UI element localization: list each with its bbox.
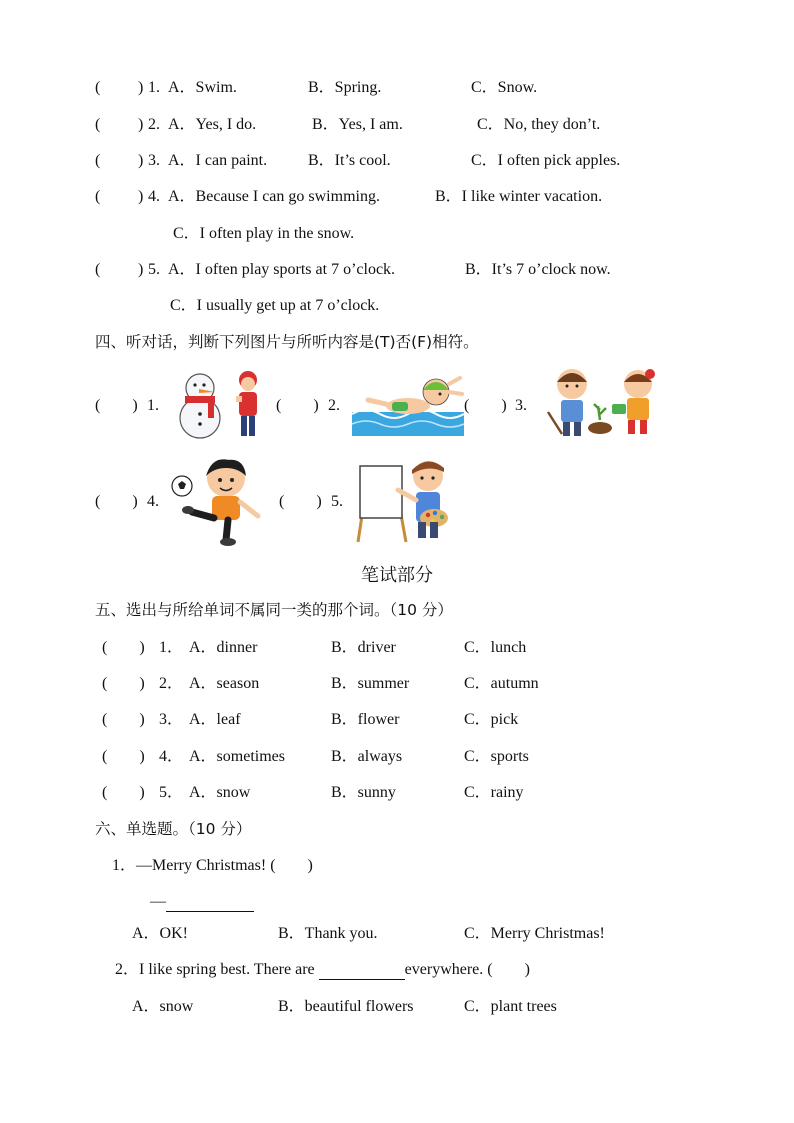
- option-c[interactable]: C．Snow.: [471, 79, 538, 96]
- option-b[interactable]: B．I like winter vacation.: [435, 188, 603, 205]
- option-a[interactable]: A．I can paint.: [168, 152, 268, 169]
- answer-paren-open[interactable]: (: [95, 261, 101, 278]
- answer-line[interactable]: [150, 892, 254, 912]
- option-a[interactable]: A．Swim.: [168, 79, 237, 96]
- painter-icon: [354, 456, 450, 544]
- planting-trees-icon: [540, 364, 660, 442]
- question-number: 3.: [148, 152, 160, 169]
- option-b[interactable]: B．It’s cool.: [308, 152, 391, 169]
- option-a[interactable]: A．I often play sports at 7 o’clock.: [168, 261, 396, 278]
- option-b[interactable]: B．flower: [331, 711, 400, 728]
- option-a[interactable]: A．snow: [132, 998, 194, 1015]
- option-c[interactable]: C．autumn: [464, 675, 539, 692]
- answer-paren[interactable]: ( ): [95, 493, 138, 510]
- answer-paren[interactable]: ( ): [102, 748, 145, 765]
- answer-paren[interactable]: ( ): [464, 397, 507, 414]
- question-number: 4.: [148, 188, 160, 205]
- answer-dash: —: [150, 893, 166, 910]
- answer-paren[interactable]: ( ): [102, 784, 145, 801]
- answer-paren-close: ): [138, 152, 144, 169]
- item-number: 4.: [147, 493, 159, 510]
- answer-paren[interactable]: ( ): [279, 493, 322, 510]
- option-b[interactable]: B．Yes, I am.: [312, 116, 403, 133]
- snowman-icon: [170, 366, 266, 440]
- option-a[interactable]: A．sometimes: [189, 748, 285, 765]
- option-a[interactable]: A．OK!: [132, 925, 188, 942]
- stem-after: everywhere. ( ): [404, 961, 530, 978]
- answer-paren[interactable]: ( ): [95, 397, 138, 414]
- answer-paren[interactable]: ( ): [102, 675, 145, 692]
- answer-paren-open[interactable]: (: [95, 79, 101, 96]
- question-number: 1.: [148, 79, 160, 96]
- answer-paren-close: ): [138, 261, 144, 278]
- section6-title: 六、单选题。（10 分）: [95, 820, 252, 838]
- option-a[interactable]: A．season: [189, 675, 260, 692]
- option-b[interactable]: B．beautiful flowers: [278, 998, 414, 1015]
- option-a[interactable]: A．Yes, I do.: [168, 116, 257, 133]
- answer-paren-close: ): [138, 188, 144, 205]
- answer-paren-open[interactable]: (: [95, 152, 101, 169]
- question-number: 5.: [148, 261, 160, 278]
- question-number: 4．: [159, 748, 184, 765]
- option-c[interactable]: C．pick: [464, 711, 519, 728]
- item-number: 3.: [515, 397, 527, 414]
- option-b[interactable]: B．It’s 7 o’clock now.: [465, 261, 611, 278]
- question-stem: 1．—Merry Christmas! ( ): [112, 857, 313, 874]
- option-c[interactable]: C．No, they don’t.: [477, 116, 601, 133]
- question-number: 1．: [159, 639, 184, 656]
- question-number: 2．: [159, 675, 184, 692]
- answer-paren[interactable]: ( ): [102, 639, 145, 656]
- question-number: 3．: [159, 711, 184, 728]
- question-number: 5．: [159, 784, 184, 801]
- section5-title: 五、选出与所给单词不属同一类的那个词。（10 分）: [95, 601, 453, 619]
- question-stem: [115, 960, 530, 980]
- stem-before: 2．I like spring best. There are: [115, 961, 319, 978]
- option-b[interactable]: B．driver: [331, 639, 396, 656]
- option-a[interactable]: A．leaf: [189, 711, 241, 728]
- item-number: 1.: [147, 397, 159, 414]
- option-c[interactable]: C．I usually get up at 7 o’clock.: [170, 297, 380, 314]
- written-section-heading: 笔试部分: [361, 565, 433, 586]
- answer-paren[interactable]: ( ): [102, 711, 145, 728]
- answer-blank[interactable]: [166, 893, 254, 912]
- option-c[interactable]: C．Merry Christmas!: [464, 925, 605, 942]
- option-b[interactable]: B．Thank you.: [278, 925, 378, 942]
- item-number: 2.: [328, 397, 340, 414]
- answer-paren-open[interactable]: (: [95, 116, 101, 133]
- answer-paren-close: ): [138, 116, 144, 133]
- option-a[interactable]: A．snow: [189, 784, 251, 801]
- option-b[interactable]: B．Spring.: [308, 79, 382, 96]
- option-c[interactable]: C．plant trees: [464, 998, 557, 1015]
- option-c[interactable]: C．I often pick apples.: [471, 152, 621, 169]
- section4-title: 四、听对话，判断下列图片与所听内容是(T)否(F)相符。: [95, 333, 479, 351]
- option-a[interactable]: A．Because I can go swimming.: [168, 188, 380, 205]
- option-c[interactable]: C．sports: [464, 748, 529, 765]
- option-b[interactable]: B．always: [331, 748, 403, 765]
- answer-paren-open[interactable]: (: [95, 188, 101, 205]
- item-number: 5.: [331, 493, 343, 510]
- option-b[interactable]: B．summer: [331, 675, 410, 692]
- option-a[interactable]: A．dinner: [189, 639, 258, 656]
- option-c[interactable]: C．rainy: [464, 784, 524, 801]
- option-b[interactable]: B．sunny: [331, 784, 396, 801]
- soccer-player-icon: [168, 454, 264, 548]
- swimmer-icon: [352, 374, 464, 436]
- answer-paren[interactable]: ( ): [276, 397, 319, 414]
- question-number: 2.: [148, 116, 160, 133]
- option-c[interactable]: C．lunch: [464, 639, 527, 656]
- answer-paren-close: ): [138, 79, 144, 96]
- option-c[interactable]: C．I often play in the snow.: [173, 225, 355, 242]
- stem-blank[interactable]: [319, 961, 405, 980]
